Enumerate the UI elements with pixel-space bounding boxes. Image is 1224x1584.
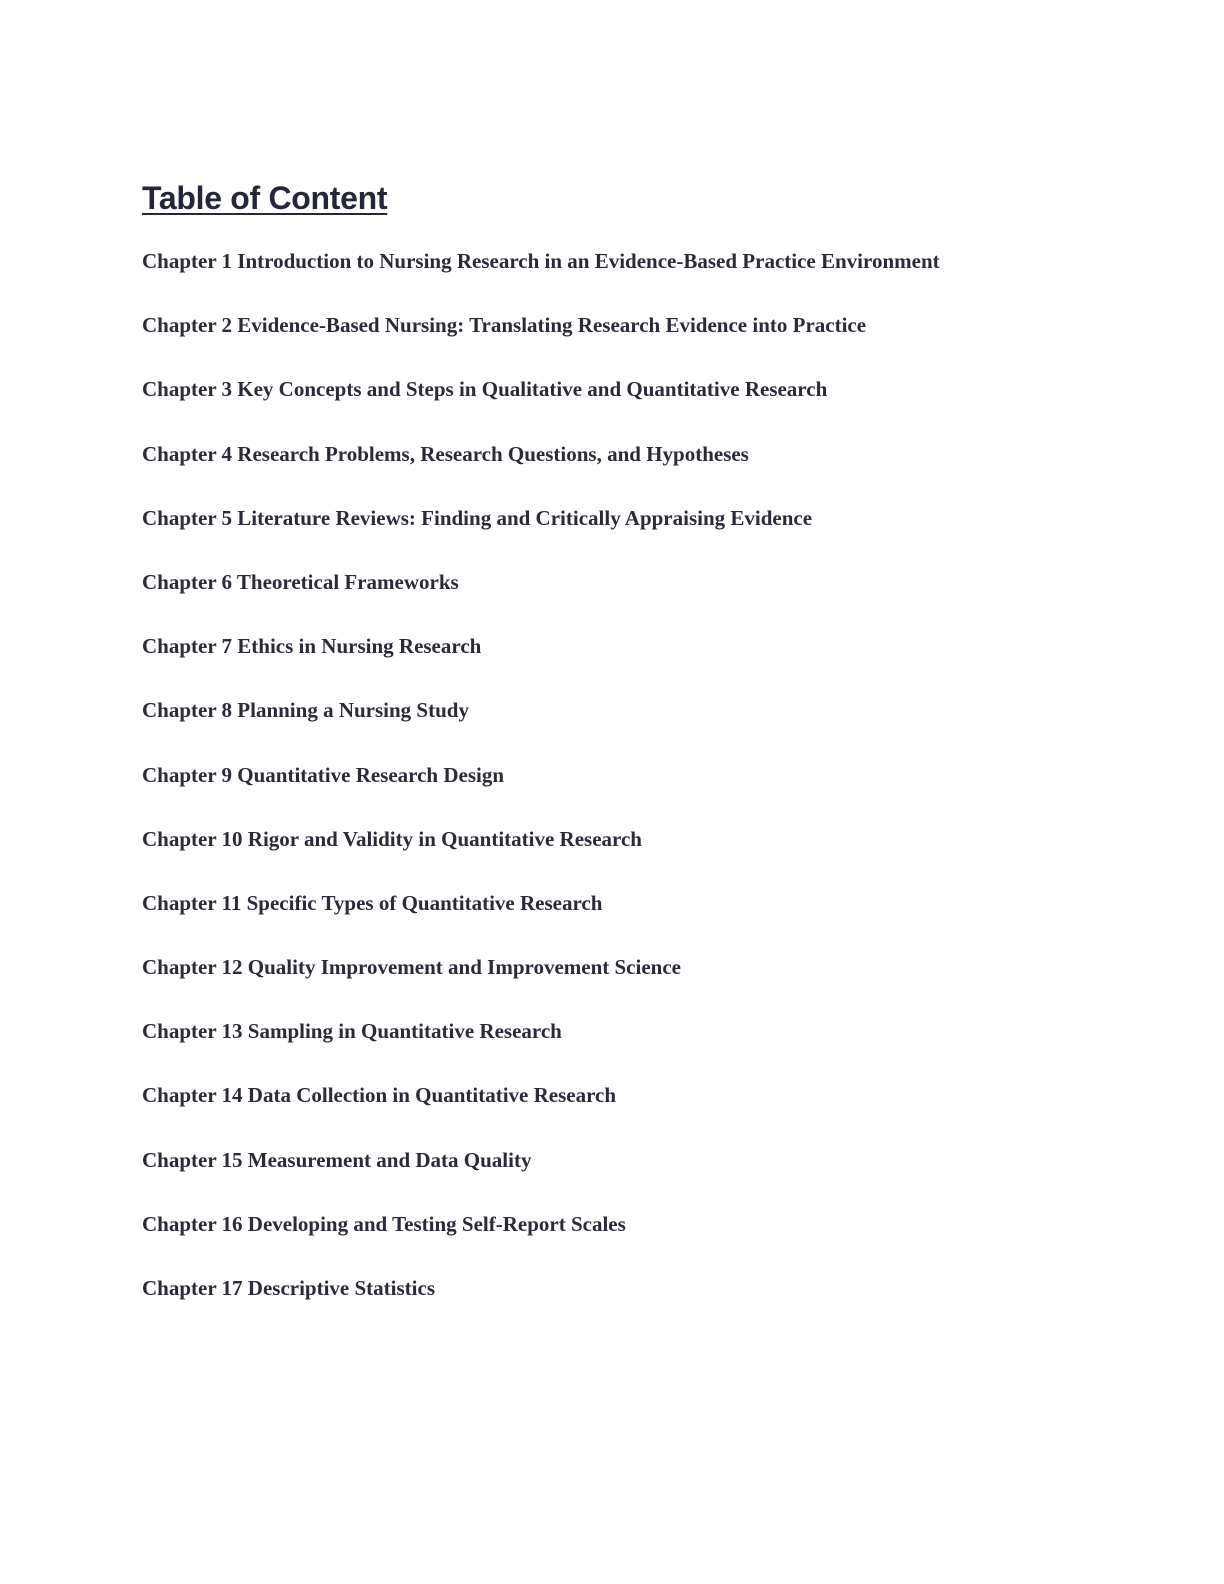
page-title: Table of Content [142, 180, 388, 216]
toc-item-chapter-13: Chapter 13 Sampling in Quantitative Research [142, 1019, 562, 1044]
toc-item-chapter-10: Chapter 10 Rigor and Validity in Quantitative Research [142, 826, 642, 851]
toc-item-chapter-9: Chapter 9 Quantitative Research Design [142, 762, 505, 787]
toc-item-chapter-1: Chapter 1 Introduction to Nursing Research in an Evidence-Based Practice Environment [142, 249, 940, 273]
toc-item-chapter-12: Chapter 12 Quality Improvement and Improvement Science [142, 955, 681, 980]
toc-item-chapter-3: Chapter 3 Key Concepts and Steps in Qualitative and Quantitative Research [142, 377, 828, 402]
toc-item-chapter-17: Chapter 17 Descriptive Statistics [142, 1276, 435, 1300]
toc-item-chapter-5: Chapter 5 Literature Reviews: Finding and Critically Appraising Evidence [142, 505, 813, 530]
toc-item-chapter-15: Chapter 15 Measurement and Data Quality [142, 1147, 532, 1172]
toc-item-chapter-14: Chapter 14 Data Collection in Quantitative Research [142, 1083, 617, 1108]
toc-item-chapter-16: Chapter 16 Developing and Testing Self-Report Scales [142, 1211, 626, 1236]
toc-item-chapter-2: Chapter 2 Evidence-Based Nursing: Translating Research Evidence into Practice [142, 313, 867, 338]
toc-item-chapter-11: Chapter 11 Specific Types of Quantitative Research [142, 890, 603, 915]
toc-item-chapter-8: Chapter 8 Planning a Nursing Study [142, 698, 469, 723]
toc-item-chapter-7: Chapter 7 Ethics in Nursing Research [142, 634, 482, 659]
toc-item-chapter-6: Chapter 6 Theoretical Frameworks [142, 569, 459, 594]
toc-list [142, 246, 1102, 1337]
toc-item-chapter-4: Chapter 4 Research Problems, Research Questions, and Hypotheses [142, 441, 749, 466]
